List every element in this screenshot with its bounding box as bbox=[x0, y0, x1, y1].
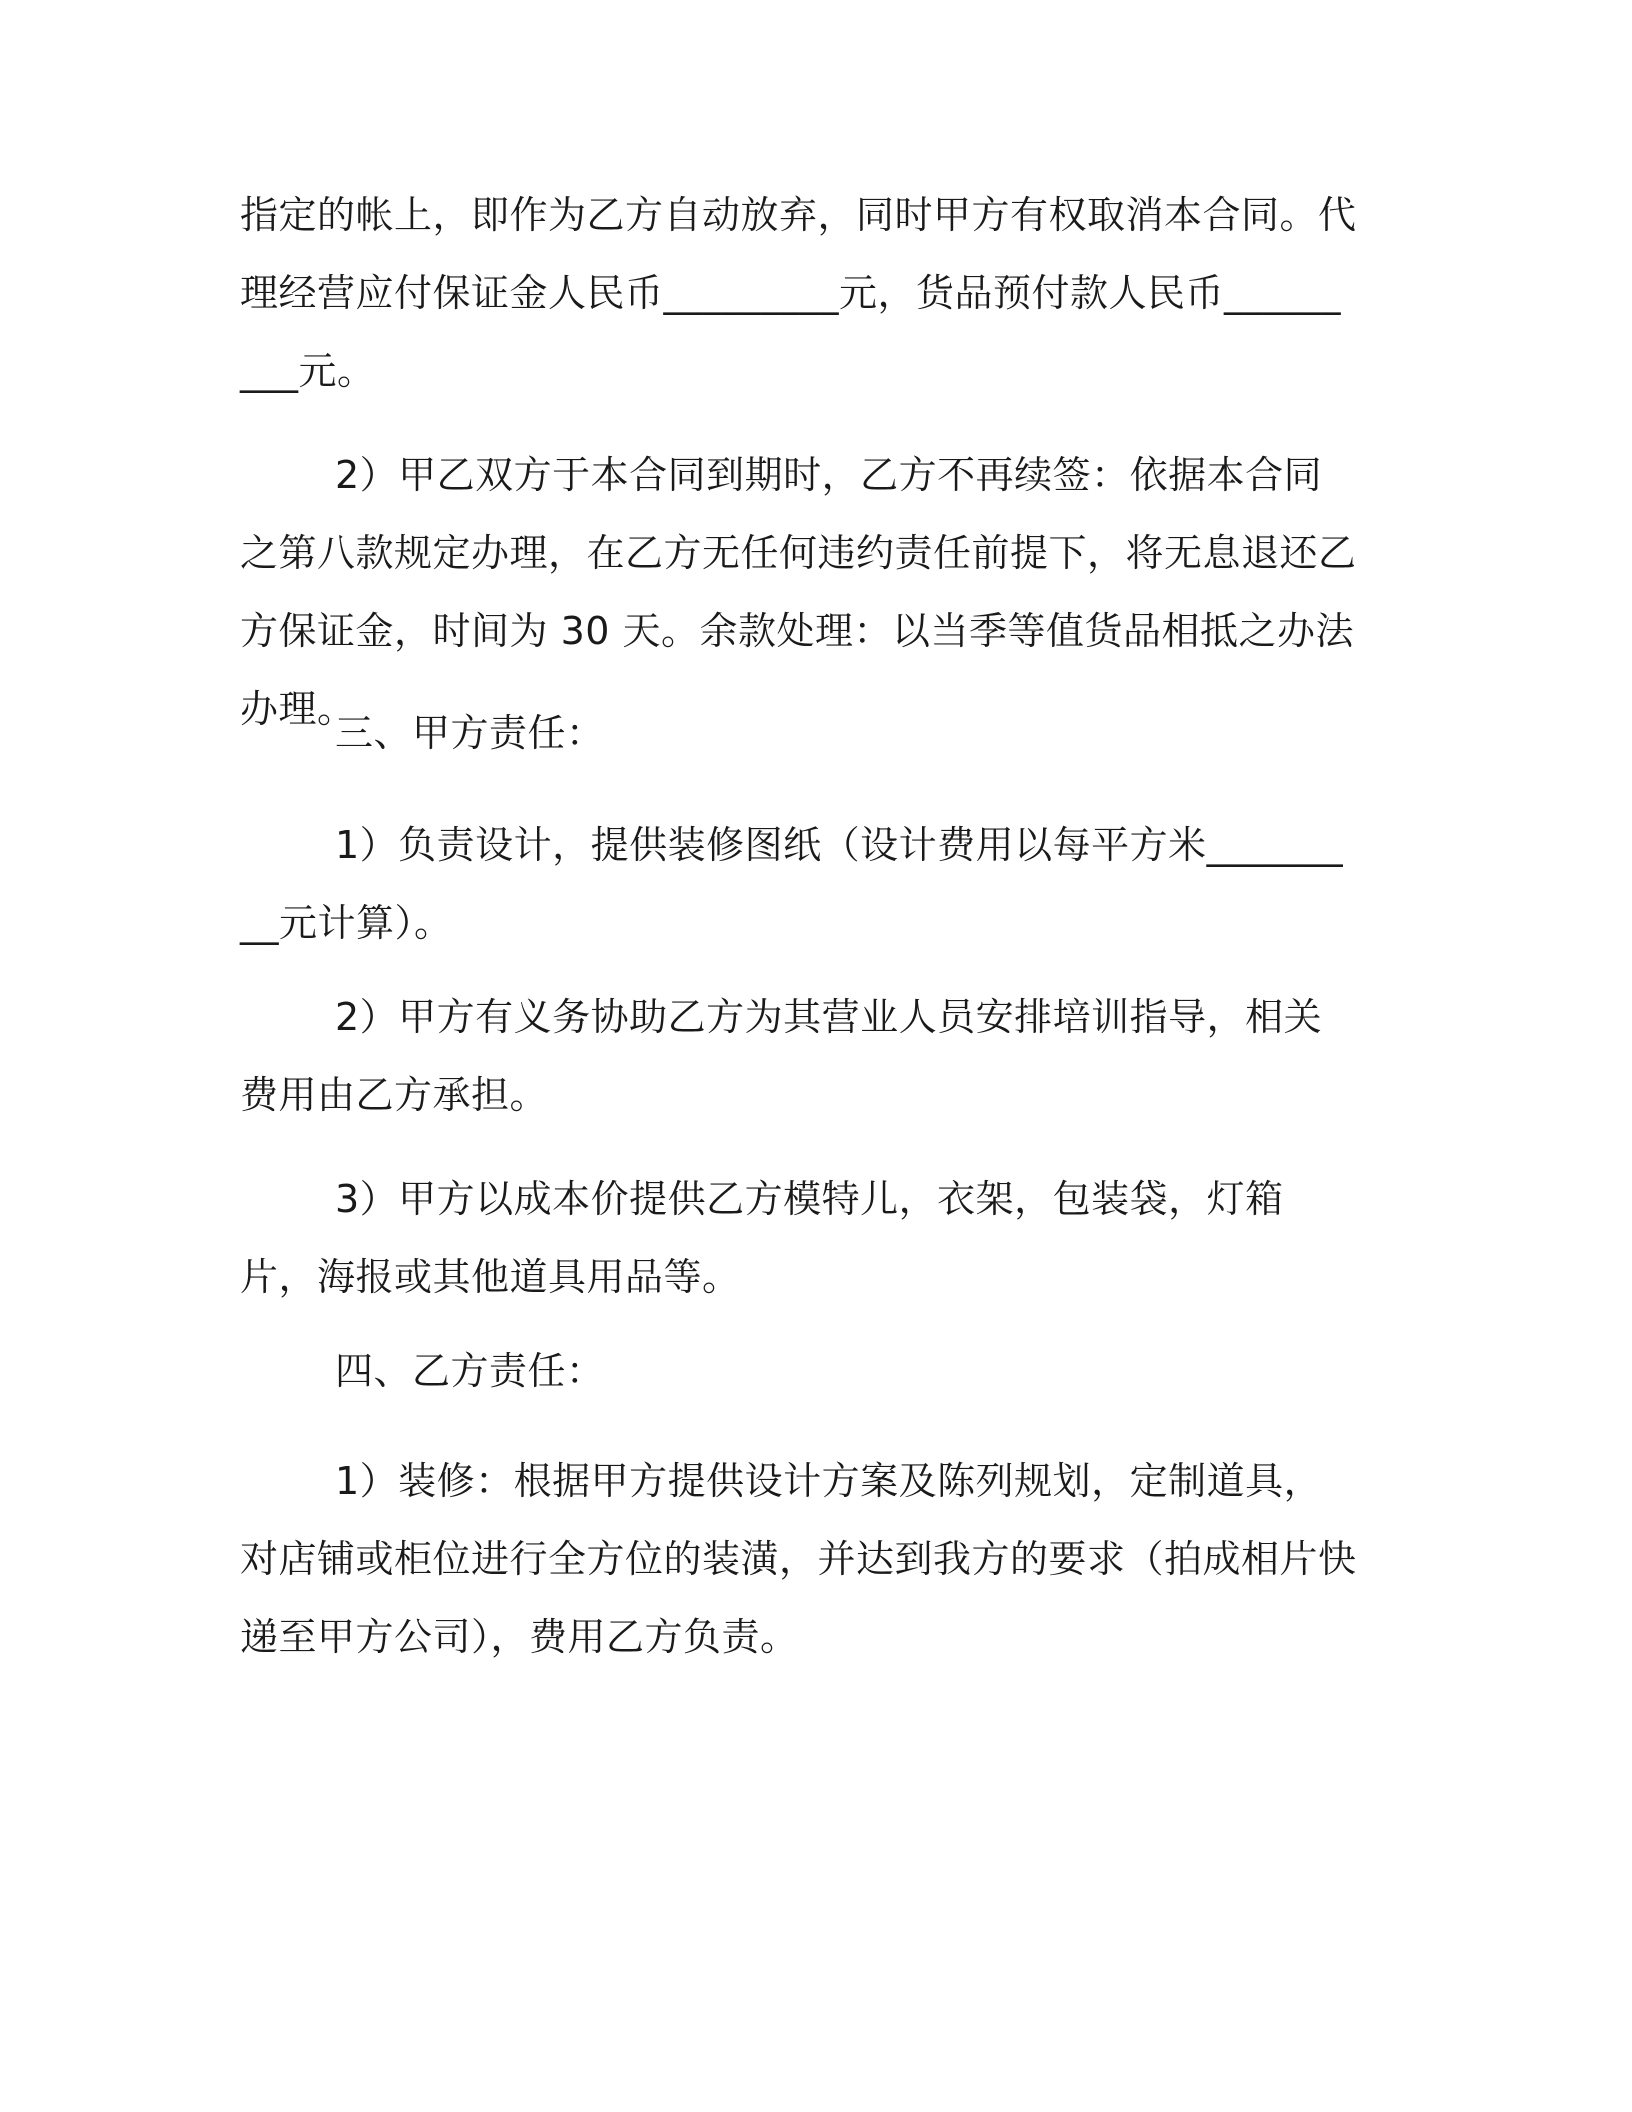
paragraph-contract-expiry: 2）甲乙双方于本合同到期时，乙方不再续签：依据本合同之第八款规定办理，在乙方无任何违约责任前提下，将无息退还乙方保证金，时间为 30 天。余款处理：以当季等值货品相抵之办法办理。 bbox=[240, 453, 1357, 731]
paragraph-party-a-props: 3）甲方以成本价提供乙方模特儿，衣架，包装袋，灯箱片，海报或其他道具用品等。 bbox=[240, 1177, 1284, 1299]
section-heading-party-a-duties: 三、甲方责任： bbox=[335, 711, 605, 755]
paragraph-party-a-training: 2）甲方有义务协助乙方为其营业人员安排培训指导，相关费用由乙方承担。 bbox=[240, 995, 1323, 1117]
paragraph-deposit-continuation: 指定的帐上，即作为乙方自动放弃，同时甲方有权取消本合同。代理经营应付保证金人民币_________元，货品预付款人民币_________元。 bbox=[240, 193, 1357, 393]
section-heading-party-b-duties: 四、乙方责任： bbox=[335, 1349, 605, 1393]
paragraph-party-a-design: 1）负责设计，提供装修图纸（设计费用以每平方米_________元计算）。 bbox=[240, 823, 1344, 945]
paragraph-party-b-decoration: 1）装修：根据甲方提供设计方案及陈列规划，定制道具，对店铺或柜位进行全方位的装潢，并达到我方的要求（拍成相片快递至甲方公司），费用乙方负责。 bbox=[240, 1459, 1357, 1659]
